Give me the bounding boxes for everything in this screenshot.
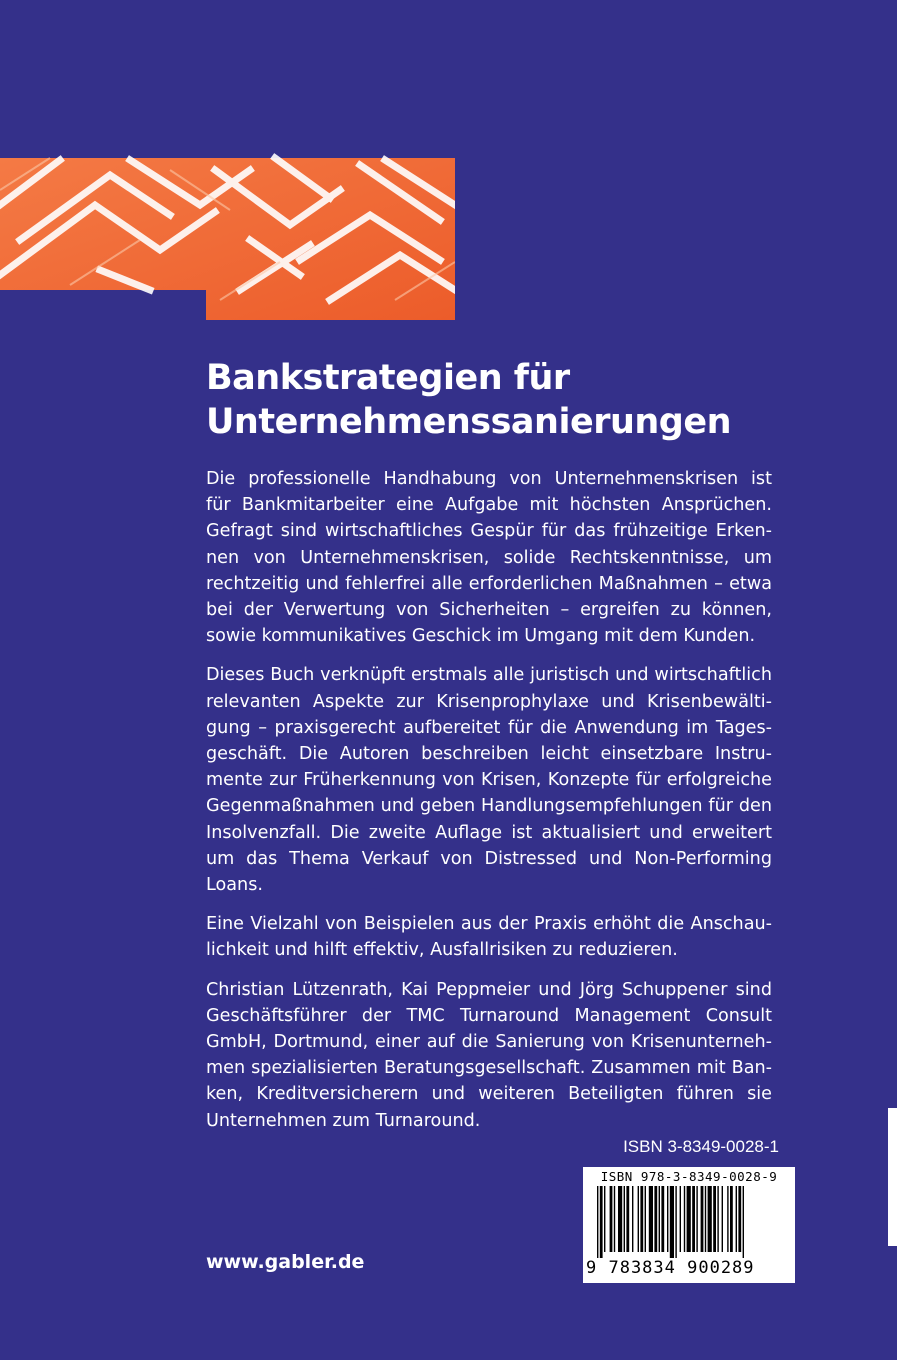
barcode-bar xyxy=(614,1186,615,1252)
text-line: mente zur Früherkennung von Krisen, Konzepte für erfolgreiche xyxy=(206,770,772,791)
text-line: Loans. xyxy=(206,875,263,896)
barcode-bar xyxy=(659,1186,660,1252)
barcode-bar xyxy=(600,1186,603,1258)
text-line: lichkeit und hilft effektiv, Ausfallrisiken zu reduzieren. xyxy=(206,940,678,961)
barcode-digits: 9 783834 900289 xyxy=(586,1258,755,1278)
text-line: Unternehmen zum Turnaround. xyxy=(206,1110,481,1131)
barcode-bar xyxy=(680,1186,681,1252)
cover-maze-image xyxy=(0,0,455,320)
publisher-website[interactable]: www.gabler.de xyxy=(206,1251,365,1273)
barcode-bar xyxy=(654,1186,657,1252)
isbn-10: ISBN 3-8349-0028-1 xyxy=(623,1137,779,1156)
barcode-bar xyxy=(708,1186,712,1252)
barcode-bar xyxy=(687,1186,691,1252)
barcode-bar xyxy=(624,1186,625,1252)
barcode-bar xyxy=(604,1186,605,1252)
edge-mark xyxy=(888,1108,897,1246)
barcode-bar xyxy=(722,1186,723,1252)
barcode-bar xyxy=(618,1186,622,1252)
barcode-bar xyxy=(610,1186,613,1252)
text-line: Insolvenzfall. Die zweite Auflage ist aktualisiert und erweitert xyxy=(206,822,772,843)
barcode-bar xyxy=(684,1186,685,1252)
barcode-bar xyxy=(649,1186,653,1252)
barcode-bar xyxy=(696,1186,697,1252)
text-line: Dieses Buch verknüpft erstmals alle juristisch und wirtschaftlich xyxy=(206,665,772,686)
barcode-bar xyxy=(717,1186,718,1252)
title-line-2: Unternehmenssanierungen xyxy=(206,402,732,442)
barcode-bar xyxy=(743,1186,744,1258)
text-line: nen von Unternehmenskrisen, solide Rechtskenntnisse, um xyxy=(206,547,772,568)
text-line: sowie kommunikatives Geschick im Umgang mit dem Kunden. xyxy=(206,626,756,647)
barcode-bar xyxy=(727,1186,728,1252)
barcode-bar xyxy=(632,1186,633,1252)
text-line: Geschäftsführer der TMC Turnaround Management Consult xyxy=(206,1005,772,1026)
barcode-bar xyxy=(667,1186,668,1252)
text-line: GmbH, Dortmund, einer auf die Sanierung von Krisenunterneh- xyxy=(206,1032,772,1053)
text-line: men spezialisierten Beratungsgesellschaft. Zusammen mit Ban- xyxy=(206,1058,772,1079)
text-line: bei der Verwertung von Sicherheiten – ergreifen zu können, xyxy=(206,600,772,621)
blurb-text xyxy=(206,466,772,1147)
barcode-bar xyxy=(730,1186,733,1252)
text-line: für Bankmitarbeiter eine Aufgabe mit höchsten Ansprüchen. xyxy=(206,495,772,516)
barcode-bar xyxy=(701,1186,704,1252)
barcode-bar xyxy=(692,1186,695,1252)
barcode-bar xyxy=(738,1186,741,1252)
text-line: geschäft. Die Autoren beschreiben leicht einsetzbare Instru- xyxy=(206,744,772,765)
maze-image-icon xyxy=(0,0,455,320)
barcode-bar xyxy=(645,1186,646,1252)
paragraph xyxy=(206,977,772,1134)
barcode-icon xyxy=(591,1186,787,1258)
text-line: relevanten Aspekte zur Krisenprophylaxe und Krisenbewälti- xyxy=(206,691,772,712)
text-line: Gegenmaßnahmen und geben Handlungsempfehlungen für den xyxy=(206,796,772,817)
barcode-bar xyxy=(736,1186,737,1252)
title-line-1: Bankstrategien für xyxy=(206,358,570,398)
barcode-bar xyxy=(640,1186,643,1252)
text-line: Gefragt sind wirtschaftliches Gespür für das frühzeitige Erken- xyxy=(206,521,772,542)
barcode-bar xyxy=(705,1186,706,1252)
barcode-bar xyxy=(626,1186,629,1252)
text-line: um das Thema Verkauf von Distressed und Non-Performing xyxy=(206,848,772,869)
barcode-bar xyxy=(661,1186,664,1252)
text-line: Die professionelle Handhabung von Unternehmenskrisen ist xyxy=(206,469,772,489)
paragraph xyxy=(206,911,772,963)
text-line: Christian Lützenrath, Kai Peppmeier und Jörg Schuppener sind xyxy=(206,979,772,1000)
paragraph xyxy=(206,662,772,898)
isbn-13: ISBN 978-3-8349-0028-9 xyxy=(600,1169,778,1184)
barcode-label xyxy=(583,1167,795,1283)
book-title xyxy=(206,356,806,444)
barcode-bar xyxy=(670,1186,674,1258)
barcode-bar xyxy=(638,1186,639,1252)
barcode-bar xyxy=(675,1186,676,1258)
text-line: rechtzeitig und fehlerfrei alle erforderlichen Maßnahmen – etwa xyxy=(206,573,772,594)
text-line: ken, Kreditversicherern und weiteren Beteiligten führen sie xyxy=(206,1084,772,1105)
text-line: Eine Vielzahl von Beispielen aus der Praxis erhöht die Anschau- xyxy=(206,914,772,935)
paragraph xyxy=(206,466,772,649)
barcode-bar xyxy=(713,1186,716,1252)
barcode-bar xyxy=(597,1186,598,1258)
text-line: gung – praxisgerecht aufbereitet für die Anwendung im Tages- xyxy=(206,717,772,738)
